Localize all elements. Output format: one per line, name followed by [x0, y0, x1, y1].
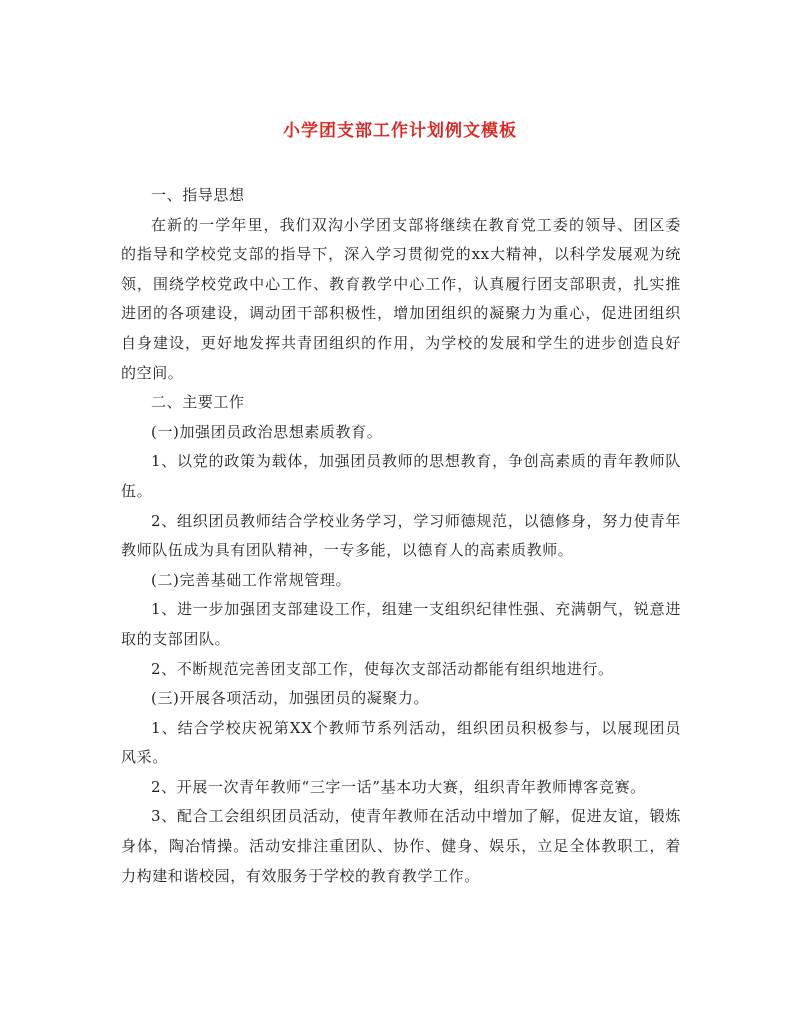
subheading: (二)完善基础工作常规管理。 — [151, 570, 352, 589]
subheading: (三)开展各项活动，加强团员的凝聚力。 — [151, 689, 430, 708]
list-item: 3、配合工会组织团员活动，使青年教师在活动中增加了解，促进友谊，锻炼身体，陶冶情操。活动安排注重团队、协作、健身、娱乐，立足全体教职工，着力构建和谐校园，有效服务于学校的教育教学工作。 — [121, 807, 681, 885]
list-item: 2、组织团员教师结合学校业务学习，学习师德规范，以德修身，努力使青年教师队伍成为具有团队精神，一专多能，以德育人的高素质教师。 — [121, 511, 681, 560]
heading-main-work: 二、主要工作 — [151, 393, 245, 412]
list-item: 2、不断规范完善团支部工作，使每次支部活动都能有组织地进行。 — [151, 659, 614, 678]
list-item: 1、结合学校庆祝第XX个教师节系列活动，组织团员积极参与，以展现团员风采。 — [121, 718, 681, 767]
list-item: 1、进一步加强团支部建设工作，组建一支组织纪律性强、充满朝气，锐意进取的支部团队。 — [121, 600, 681, 648]
heading-guiding-ideology: 一、指导思想 — [151, 186, 245, 204]
list-item: 2、开展一次青年教师“三字一话”基本功大赛，组织青年教师博客竞赛。 — [151, 777, 646, 796]
subheading: (一)加强团员政治思想素质教育。 — [151, 422, 383, 441]
document-body — [121, 181, 681, 891]
paragraph: 在新的一学年里，我们双沟小学团支部将继续在教育党工委的领导、团区委的指导和学校党支部的指导下，深入学习贯彻党的xx大精神，以科学发展观为统领，围绕学校党政中心工作、教育教学中心工作，认真履行团支部职责，扎实推进团的各项建设，调动团干部积极性，增加团组织的凝聚力为重心，促进团组织自身建设，更好地发挥共青团组织的作用，为学校的发展和学生的进步创造良好的空间。 — [121, 215, 681, 382]
document-title: 小学团支部工作计划例文模板 — [283, 121, 517, 141]
list-item: 1、以党的政策为载体，加强团员教师的思想教育，争创高素质的青年教师队伍。 — [121, 452, 681, 500]
